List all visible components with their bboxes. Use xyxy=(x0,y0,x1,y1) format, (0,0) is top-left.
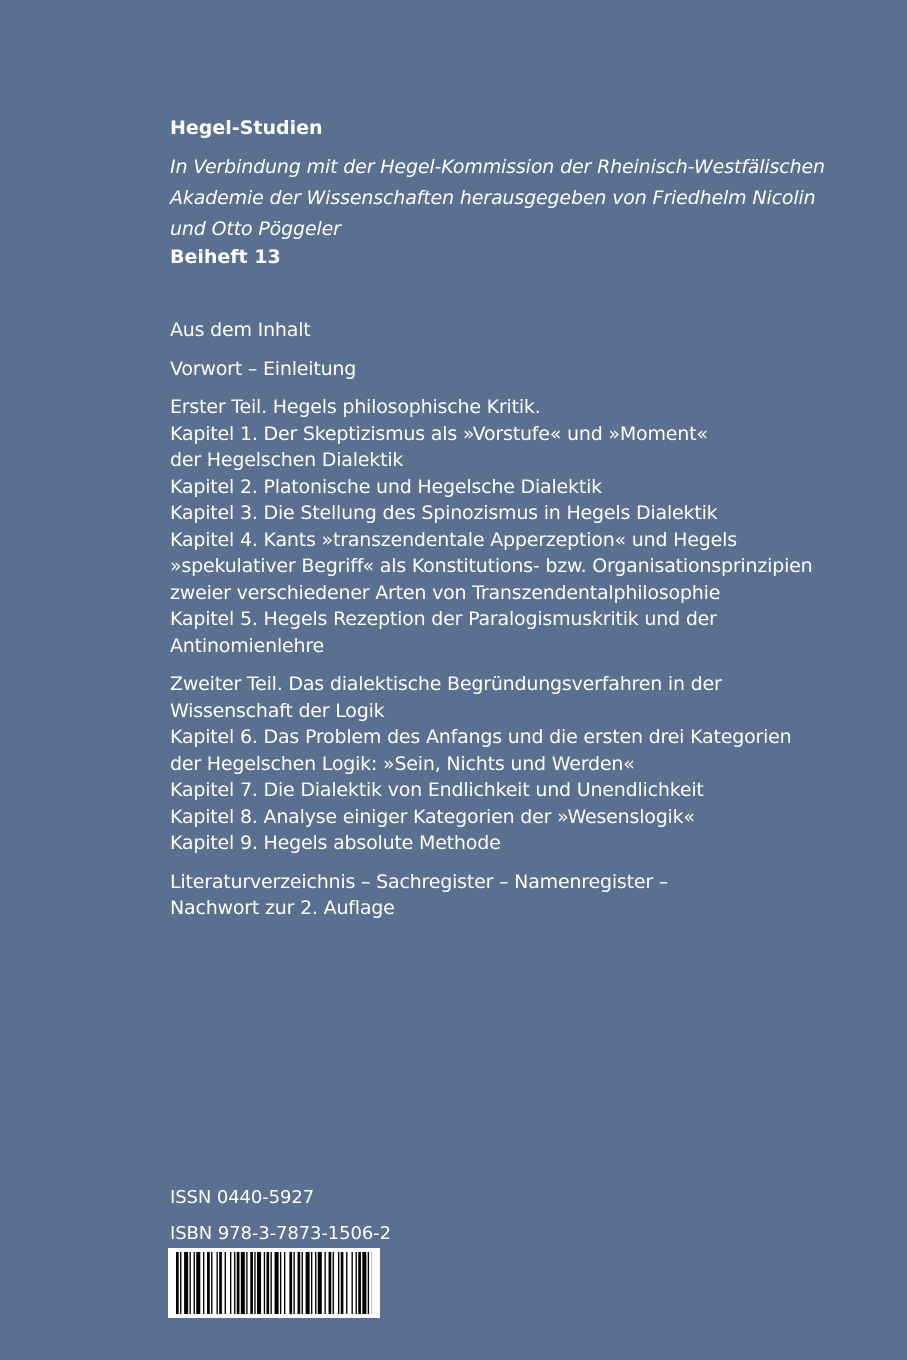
editor-note-line: und Otto Pöggeler xyxy=(170,218,341,240)
contents-line: Wissenschaft der Logik xyxy=(170,699,385,722)
barcode-bar xyxy=(203,1252,204,1314)
barcode-bar xyxy=(211,1252,212,1314)
barcode-bar xyxy=(190,1252,191,1314)
contents-line: Kapitel 4. Kants »transzendentale Apperzeption« und Hegels xyxy=(170,528,737,551)
barcode-bar xyxy=(250,1252,253,1314)
barcode-bar xyxy=(352,1252,353,1314)
barcode xyxy=(168,1248,380,1318)
barcode-bar xyxy=(217,1252,218,1314)
barcode-bar xyxy=(184,1252,188,1314)
barcode-bar xyxy=(230,1252,231,1314)
barcode-bar xyxy=(315,1252,316,1314)
barcode-bar xyxy=(257,1252,261,1314)
barcode-bar xyxy=(358,1252,361,1314)
barcode-bar xyxy=(325,1252,326,1314)
barcode-bar xyxy=(266,1252,269,1314)
contents-line: Nachwort zur 2. Auflage xyxy=(170,897,395,919)
barcode-bar xyxy=(293,1252,294,1314)
contents-line: Kapitel 9. Hegels absolute Methode xyxy=(170,832,501,854)
barcode-bar xyxy=(246,1252,247,1314)
barcode-bar xyxy=(356,1252,357,1314)
contents-line: Kapitel 1. Der Skeptizismus als »Vorstufe« und »Moment« xyxy=(170,422,708,445)
barcode-graphic xyxy=(168,1248,380,1318)
barcode-bar xyxy=(271,1252,272,1314)
barcode-bar xyxy=(254,1252,255,1314)
contents-line: der Hegelschen Dialektik xyxy=(170,449,404,471)
isbn-number: ISBN 978-3-7873-1506-2 xyxy=(170,1223,391,1244)
barcode-bar xyxy=(176,1252,179,1314)
contents-line: Literaturverzeichnis – Sachregister – Namenregister – xyxy=(170,870,669,893)
series-title: Hegel-Studien xyxy=(170,117,323,139)
volume-label: Beiheft 13 xyxy=(170,246,281,268)
editor-note xyxy=(170,152,850,245)
barcode-bar xyxy=(346,1252,347,1314)
editor-note-line: Akademie der Wissenschaften herausgegeben von Friedhelm Nicolin xyxy=(170,187,816,209)
barcode-bar xyxy=(341,1252,344,1314)
barcode-bar xyxy=(194,1252,195,1314)
barcode-bar xyxy=(318,1252,322,1314)
identifiers xyxy=(170,1185,850,1247)
barcode-bar xyxy=(329,1252,332,1314)
barcode-bar xyxy=(219,1252,222,1314)
barcode-bar xyxy=(241,1252,245,1314)
barcode-bar xyxy=(362,1252,366,1314)
editor-note-line: In Verbindung mit der Hegel-Kommission der Rheinisch-Westfälischen xyxy=(170,156,825,178)
barcode-bar xyxy=(275,1252,279,1314)
barcode-bar xyxy=(234,1252,235,1314)
contents-line: Kapitel 3. Die Stellung des Spinozismus in Hegels Dialektik xyxy=(170,502,718,524)
barcode-bar xyxy=(196,1252,200,1314)
issn-number: ISSN 0440-5927 xyxy=(170,1187,315,1208)
barcode-bar xyxy=(237,1252,240,1314)
barcode-bar xyxy=(180,1252,181,1314)
barcode-bar xyxy=(368,1252,369,1314)
barcode-bar xyxy=(338,1252,339,1314)
contents-heading: Aus dem Inhalt xyxy=(170,319,311,341)
contents-line: Kapitel 6. Das Problem des Anfangs und die ersten drei Kategorien xyxy=(170,726,792,748)
barcode-bar xyxy=(306,1252,310,1314)
barcode-bar xyxy=(298,1252,301,1314)
contents-line: zweier verschiedener Arten von Transzendentalphilosophie xyxy=(170,581,721,604)
barcode-bar xyxy=(280,1252,281,1314)
contents-line: Kapitel 5. Hegels Rezeption der Paralogismuskritik und der xyxy=(170,608,717,630)
barcode-bar xyxy=(302,1252,303,1314)
barcode-bar xyxy=(264,1252,265,1314)
contents-line: Erster Teil. Hegels philosophische Kritik. xyxy=(170,396,541,418)
contents-line: Zweiter Teil. Das dialektische Begründungsverfahren in der xyxy=(170,673,722,695)
barcode-bar xyxy=(225,1252,226,1314)
barcode-bar xyxy=(289,1252,292,1314)
contents-intro: Vorwort – Einleitung xyxy=(170,357,357,380)
contents-line: Kapitel 8. Analyse einiger Kategorien der »Wesenslogik« xyxy=(170,805,695,828)
barcode-bar xyxy=(207,1252,210,1314)
contents-line: Kapitel 7. Die Dialektik von Endlichkeit und Unendlichkeit xyxy=(170,779,704,801)
contents-line: der Hegelschen Logik: »Sein, Nichts und Werden« xyxy=(170,752,635,775)
contents-line: Kapitel 2. Platonische und Hegelsche Dialektik xyxy=(170,475,602,498)
table-of-contents xyxy=(170,317,850,922)
barcode-bar xyxy=(311,1252,312,1314)
contents-line: Antinomienlehre xyxy=(170,634,325,657)
barcode-bar xyxy=(284,1252,285,1314)
barcode-bar xyxy=(333,1252,334,1314)
contents-line: »spekulativer Begriff« als Konstitutions- bzw. Organisationsprinzipien xyxy=(170,555,813,577)
